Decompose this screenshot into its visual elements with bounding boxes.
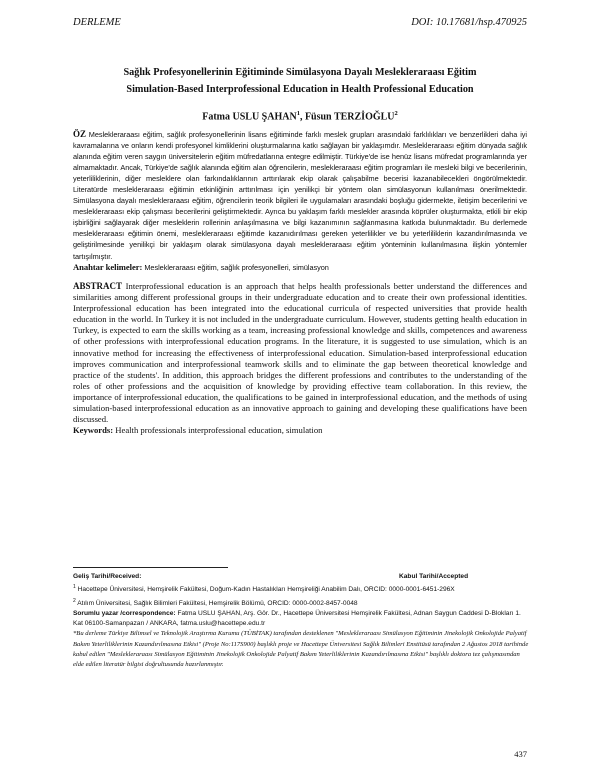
page-number: 437 xyxy=(514,749,527,759)
keywords-en-text: Health professionals interprofessional education, simulation xyxy=(115,425,323,436)
accepted-label: Kabul Tarihi/Accepted xyxy=(399,573,469,580)
author-2: Füsun TERZİOĞLU xyxy=(304,111,395,123)
keywords-en-label: Keywords: xyxy=(73,425,114,436)
corresponding-author xyxy=(73,609,531,629)
keywords-tr-text: Meslekleraraası eğitim, sağlık profesyonelleri, simülasyon xyxy=(144,262,329,272)
title-turkish: Sağlık Profesyonellerinin Eğitiminde Simülasyona Dayalı Meslekleraraası Eğitim xyxy=(123,67,477,78)
title-english: Simulation-Based Interprofessional Education in Health Professional Education xyxy=(126,84,474,95)
doi-label: DOI: 10.17681/hsp.470925 xyxy=(411,17,527,28)
abstract-tr-text: Meslekleraraası eğitim, sağlık profesyonellerinin lisans eğitiminde farklı meslek grupları arasındaki farklılıkları ve benzerlikleri daha iyi kavramalarına ve onların kendi profesyonel kimliklerini oluşturmalarına katkı sağlayan bir yaklaşımdır. Meslekleraraası eğitim dünyada sağlık alanında eğitim veren saygın üniversitelerin eğitim müfredatlarına entegre edilmiştir. Türkiye'de ise henüz lisans müfredat programlarında yer almamaktadır. Ancak, Türkiye'de sağlık alanında eğitim alan öğrencilerin, meslekleraraası eğitim programları ile mesleki bilgi ve becerilerinin, yeterliliklerinin, diğer mesleklere olan farkındalıklarının arttırılarak ekip olarak çalışabilme becerisi kazanabilecekleri öngörülmektedir. Literatürde meslekleraraası eğitimin etkinliğinin arttırılması için yenilikçi bir yöntem olan simülasyonun kullanılması önerilmektedir. Simülasyona dayalı meslekleraraası eğitim, öğrencilerin teorik bilgileri ile uygulamaları arasındaki boşluğu gidermekte, iletişim becerilerini ve meslekleraraası ekip çalışması becerilerini geliştirmektedir. Ayrıca bu yaklaşım farklı meslekler arasında köprüler oluşturmakta, etkili bir ekip işbirliğini sağlayarak diğer mesleklerin rollerinin anlaşılmasına ve bilgi kazanımının sağlanmasına katkıda bulunmaktadır. Bu derlemede meslekleraraası eğitimin önemi, meslekleraraası eğitimde kazanıdırılması gereken yeterlilikler ve bu yeterliliklerin kazandırılmasında ve geliştirilmesinde yenilikçi bir yaklaşım olarak simülasyona dayalı meslekleraraası eğitim yönteminin kullanılmasına ilişkin yöntemler tartışılmıştır. xyxy=(73,130,527,261)
abstract-turkish xyxy=(73,129,527,273)
author-2-affil: 2 xyxy=(394,110,398,117)
dates-row xyxy=(73,572,531,582)
corresponding-label: Sorumlu yazar /correspondence: xyxy=(73,609,176,617)
affiliation-1-text: Hacettepe Üniversitesi, Hemşirelik Fakültesi, Doğum-Kadın Hastalıkları Hemşireliği Anabilim Dalı, ORCID: 0000-0001-6451-296X xyxy=(75,586,455,594)
author-separator: , xyxy=(299,111,305,123)
author-1-affil: 1 xyxy=(296,110,300,117)
abstract-tr-label: ÖZ xyxy=(73,129,86,139)
abstract-en-text: Interprofessional education is an approach that helps health professionals better understand the differences and similarities among different professional groups in their undergraduate education and to create their own professional identities. Interprofessional education has been integrated into the educational curricula of respected universities that provide health education in the world. In Turkey it is not included in the undergraduate curriculum. However, students getting health education in Turkey, is expected to earn the skills working as a team, increasing professional knowledge and skills, competences and awareness of other professions with interprofessional education programs. In the literature, it is suggested to use simulation, which is an innovative method for increasing the effectiveness of interprofessional education. Simulation-based interprofessional education improves communication and interprofessional teamwork skills and to eliminate the gap between theoretical knowledge and practice of the students'. In addition, this approach bridges the different professions and contributes to the understanding of the roles of other professions and the acquisition of knowledge by providing effective team collaboration. In this review, the importance of interprofessional education, the qualifications to be gained in interprofessional education, and the methods of using simulation-based interprofessional education as an innovative approach to gaining and developing these qualifications have been discussed. xyxy=(73,281,527,425)
received-label: Geliş Tarihi/Received: xyxy=(73,573,142,580)
corresponding-text: Fatma USLU ŞAHAN, Arş. Gör. Dr., Hacettepe Üniversitesi Hemşirelik Fakültesi, Adnan Saygun Caddesi D-Blokları 1. Kat 06100-Samanpazarı / ANKARA, fatma.uslu@hacettepe.edu.tr xyxy=(73,609,521,628)
affiliation-2-number: 2 xyxy=(73,597,76,604)
section-label: DERLEME xyxy=(73,17,121,28)
keywords-tr-label: Anahtar kelimeler: xyxy=(73,261,143,272)
affiliation-2 xyxy=(73,596,531,609)
affiliation-1-number: 1 xyxy=(73,584,76,591)
affiliation-1 xyxy=(73,582,531,595)
keywords-en xyxy=(73,425,527,436)
author-line xyxy=(73,110,527,122)
funding-note: *Bu derleme Türkiye Bilimsel ve Teknolojik Araştırma Kurumu (TÜBİTAK) tarafından desteklenen "Meslekleraraası Simülasyon Eğitiminin Jinekolojik Onkolojide Palyatif Bakım Yeterliliklerinin Kazandırılmasına Etkisi" (Proje No:117S900) başlıklı proje ve Hacettepe Üniversitesi Sağlık Bilimleri Enstitüsü tarafından 2 Ağustos 2018 tarihinde kabul edilen "Meslekleraraası Simülasyon Eğitiminin Jinekolojik Onkolojide Palyatif Bakım Yeterliliklerinin Kazandırılmasına Etkisi" başlıklı doktora tez çalışmasından elde edilen literatür bilgisi doğrultusunda hazırlanmıştır. xyxy=(73,630,529,668)
keywords-tr xyxy=(73,262,527,273)
abstract-en-label: ABSTRACT xyxy=(73,281,123,291)
abstract-english xyxy=(73,281,527,436)
running-header xyxy=(73,17,527,31)
affiliation-2-text: Atılım Üniversitesi, Sağlık Bilimleri Fakültesi, Hemşirelik Bölümü, ORCID: 0000-0002-8457-0048 xyxy=(75,599,358,607)
paper-title xyxy=(73,64,527,98)
footnote-divider xyxy=(73,567,228,568)
author-1: Fatma USLU ŞAHAN xyxy=(202,111,297,123)
footnotes xyxy=(73,572,531,670)
